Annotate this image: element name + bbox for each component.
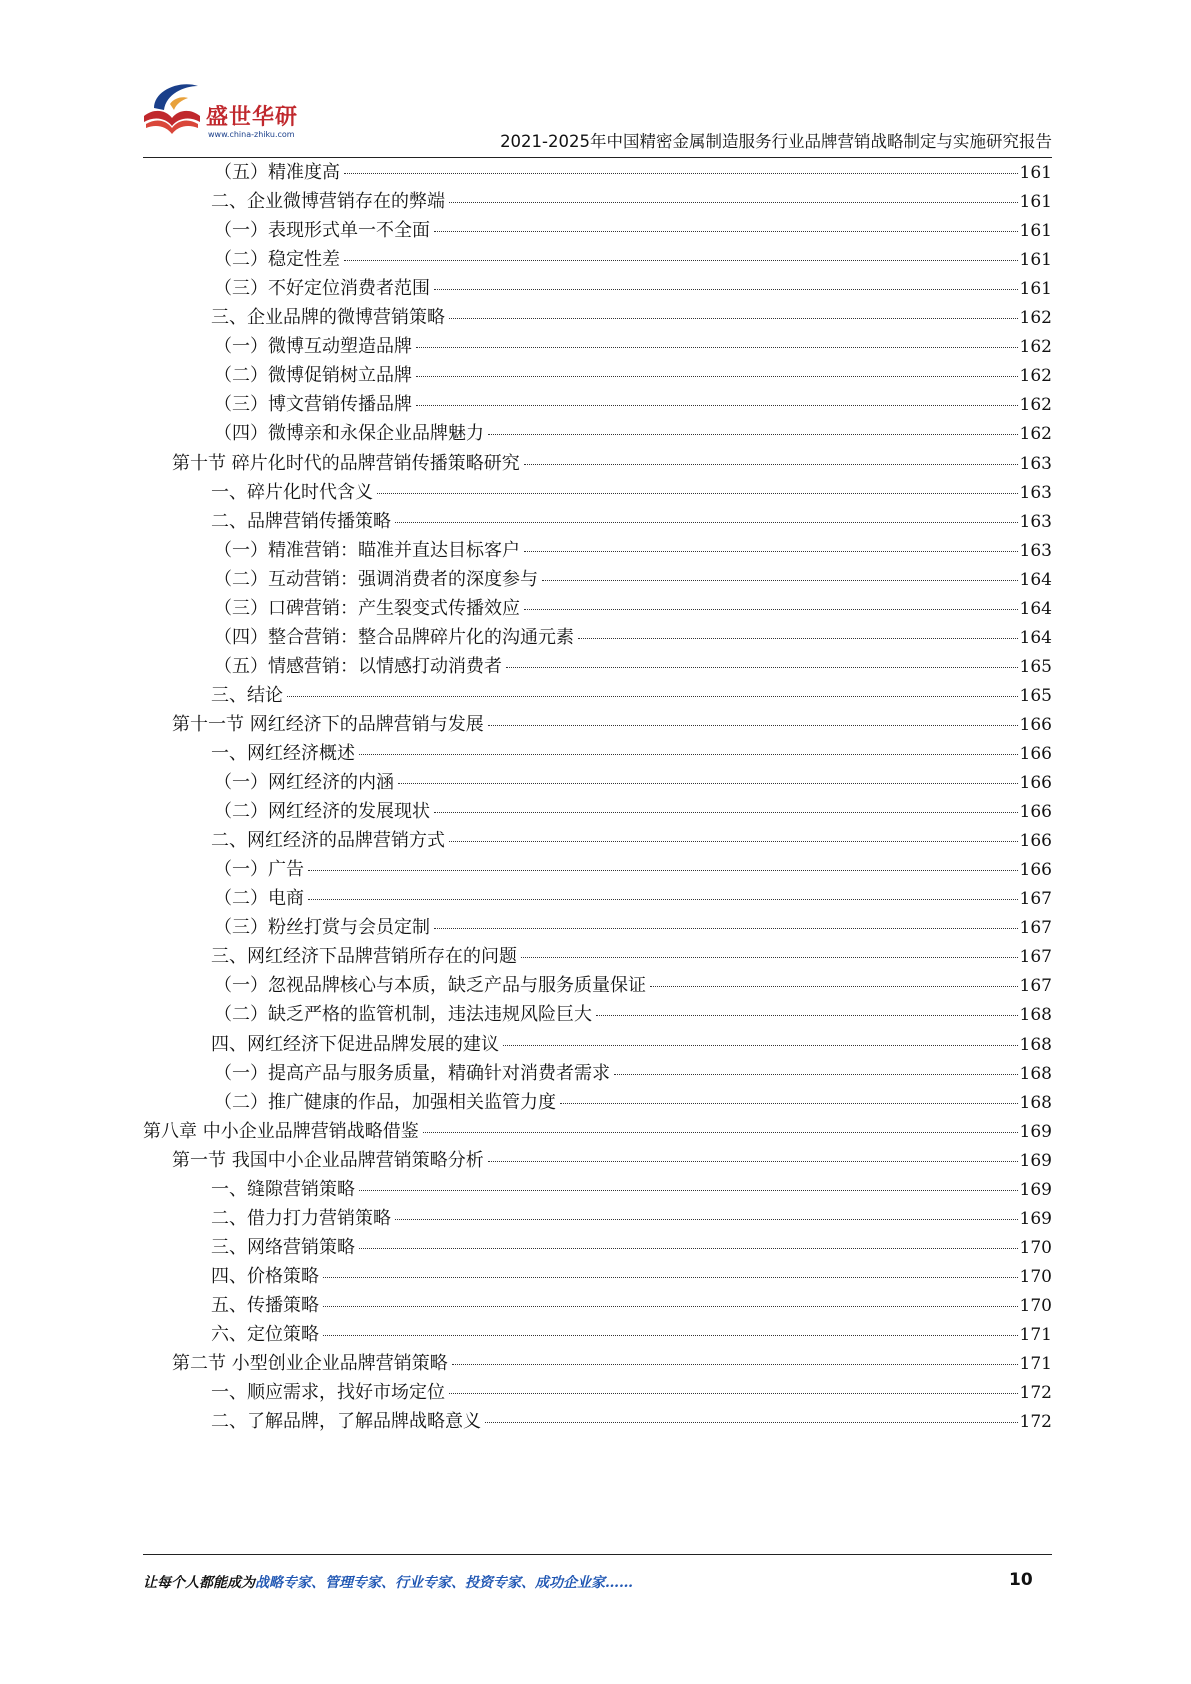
toc-entry-title: （二）网红经济的发展现状 [214,801,430,823]
toc-entry-title: 一、网红经济概述 [211,743,355,764]
toc-entry-page: 163 [1019,511,1052,532]
toc-entry-title: 一、顺应需求，找好市场定位 [211,1382,445,1404]
toc-entry[interactable] [214,360,1052,391]
toc-entry-title: （二）电商 [214,888,304,910]
toc-entry-title: （三）不好定位消费者范围 [214,278,430,300]
toc-dot-leader [423,1131,1018,1133]
toc-entry-title: 三、网红经济下品牌营销所存在的问题 [211,946,517,968]
toc-entry[interactable] [172,1348,1052,1379]
toc-entry-title: （三）博文营销传播品牌 [214,394,412,416]
toc-entry-title: 第十节 碎片化时代的品牌营销传播策略研究 [172,452,520,474]
toc-dot-leader [449,840,1018,842]
toc-dot-leader [359,753,1018,755]
toc-dot-leader [452,1363,1018,1365]
toc-entry[interactable] [214,651,1052,682]
toc-entry-title: 一、缝隙营销策略 [211,1178,355,1200]
toc-entry-title: 三、网络营销策略 [211,1236,355,1258]
toc-entry[interactable] [214,1058,1052,1089]
toc-entry[interactable] [211,1319,1052,1350]
toc-entry-page: 166 [1019,860,1052,881]
toc-entry-page: 172 [1019,1412,1052,1433]
toc-entry-page: 166 [1019,773,1052,794]
toc-dot-leader [488,1160,1018,1162]
toc-dot-leader [560,1102,1018,1104]
page-header [140,76,1052,160]
toc-entry-title: 二、品牌营销传播策略 [211,510,391,532]
toc-entry-title: （一）广告 [214,859,304,881]
toc-dot-leader [359,1247,1018,1249]
toc-entry[interactable] [211,1232,1052,1263]
toc-dot-leader [449,1392,1018,1394]
toc-entry-title: （五）情感营销：以情感打动消费者 [214,655,502,677]
toc-entry-title: 第八章 中小企业品牌营销战略借鉴 [143,1120,419,1142]
toc-entry[interactable] [214,912,1052,943]
toc-entry[interactable] [211,477,1052,508]
toc-entry-title: 二、企业微博营销存在的弊端 [211,191,445,213]
toc-entry-title: （二）缺乏严格的监管机制，违法违规风险巨大 [214,1004,592,1026]
toc-dot-leader [308,869,1018,871]
toc-entry[interactable] [214,157,1052,188]
toc-entry-page: 163 [1019,482,1052,503]
toc-entry-title: 二、借力打力营销策略 [211,1207,391,1229]
toc-entry-page: 162 [1019,424,1052,445]
toc-entry-page: 170 [1019,1266,1052,1287]
footer-slogan [143,1572,633,1592]
toc-entry[interactable] [214,854,1052,885]
toc-entry-title: （三）粉丝打赏与会员定制 [214,917,430,939]
toc-entry-title: 三、结论 [211,684,283,706]
toc-dot-leader [524,608,1018,610]
toc-entry[interactable] [211,941,1052,972]
toc-dot-leader [395,1218,1018,1220]
slogan-highlight: 战略专家、管理专家、行业专家、投资专家、成功企业家…… [255,1575,633,1591]
toc-dot-leader [308,898,1018,900]
toc-entry-title: 四、网红经济下促进品牌发展的建议 [211,1033,499,1055]
toc-entry-title: （一）提高产品与服务质量，精确针对消费者需求 [214,1062,610,1084]
toc-entry-title: （二）微博促销树立品牌 [214,365,412,387]
slogan-prefix: 让每个人都能成为 [143,1575,255,1591]
toc-entry[interactable] [214,999,1052,1030]
toc-entry[interactable] [214,389,1052,420]
toc-entry-title: （四）整合营销：整合品牌碎片化的沟通元素 [214,626,574,648]
toc-entry[interactable] [214,883,1052,914]
toc-entry-page: 168 [1019,1034,1052,1055]
toc-entry-page: 161 [1019,192,1052,213]
toc-entry-title: 五、传播策略 [211,1294,319,1316]
toc-entry-page: 167 [1019,918,1052,939]
toc-entry-page: 164 [1019,569,1052,590]
toc-entry[interactable] [214,796,1052,827]
toc-dot-leader [416,346,1018,348]
toc-entry-title: （一）精准营销：瞄准并直达目标客户 [214,539,520,561]
toc-dot-leader [524,463,1018,465]
toc-entry-page: 166 [1019,831,1052,852]
toc-dot-leader [485,1421,1018,1423]
toc-entry-title: 二、了解品牌，了解品牌战略意义 [211,1411,481,1433]
toc-entry-page: 168 [1019,1092,1052,1113]
page-number: 10 [1009,1570,1033,1590]
toc-entry[interactable] [214,593,1052,624]
toc-entry[interactable] [214,1087,1052,1118]
toc-entry-page: 169 [1019,1208,1052,1229]
toc-entry-page: 167 [1019,947,1052,968]
toc-dot-leader [287,695,1018,697]
toc-entry[interactable] [211,738,1052,769]
toc-entry-title: 三、企业品牌的微博营销策略 [211,307,445,329]
toc-entry-title: （一）忽视品牌核心与本质，缺乏产品与服务质量保证 [214,975,646,997]
toc-dot-leader [434,811,1018,813]
toc-entry-title: 第二节 小型创业企业品牌营销策略 [172,1353,448,1375]
toc-dot-leader [542,579,1018,581]
toc-dot-leader [359,1189,1018,1191]
toc-entry[interactable] [214,970,1052,1001]
toc-entry[interactable] [211,1203,1052,1234]
toc-entry-page: 169 [1019,1179,1052,1200]
toc-entry-title: （三）口碑营销：产生裂变式传播效应 [214,597,520,619]
toc-entry[interactable] [211,1290,1052,1321]
toc-entry-page: 167 [1019,889,1052,910]
toc-dot-leader [323,1334,1018,1336]
toc-entry-page: 161 [1019,279,1052,300]
toc-entry[interactable] [214,564,1052,595]
toc-entry-title: 第十一节 网红经济下的品牌营销与发展 [172,713,484,735]
toc-entry-page: 162 [1019,337,1052,358]
toc-entry-title: （一）表现形式单一不全面 [214,220,430,242]
toc-entry[interactable] [172,709,1052,740]
footer-divider [143,1554,1052,1555]
toc-dot-leader [614,1073,1018,1075]
toc-entry-page: 169 [1019,1150,1052,1171]
toc-dot-leader [398,782,1018,784]
toc-entry-title: （二）互动营销：强调消费者的深度参与 [214,568,538,590]
toc-dot-leader [434,230,1018,232]
toc-entry-page: 163 [1019,540,1052,561]
toc-dot-leader [596,1014,1018,1016]
toc-entry-page: 171 [1019,1325,1052,1345]
toc-entry-title: （五）精准度高 [214,162,340,183]
toc-entry[interactable] [214,418,1052,449]
toc-entry-page: 161 [1019,221,1052,242]
toc-entry-page: 165 [1019,656,1052,677]
toc-dot-leader [434,927,1018,929]
toc-entry-title: （四）微博亲和永保企业品牌魅力 [214,423,484,445]
toc-entry[interactable] [211,1377,1052,1408]
toc-entry[interactable] [214,767,1052,798]
toc-entry-title: （一）微博互动塑造品牌 [214,336,412,358]
company-logo [140,76,320,146]
toc-dot-leader [449,201,1018,203]
toc-entry[interactable] [172,1145,1052,1176]
toc-entry[interactable] [214,622,1052,653]
toc-entry-page: 162 [1019,395,1052,416]
document-title: 2021-2025年中国精密金属制造服务行业品牌营销战略制定与实施研究报告 [500,132,1052,151]
toc-dot-leader [578,637,1018,639]
toc-dot-leader [434,288,1018,290]
toc-entry-title: （二）推广健康的作品，加强相关监管力度 [214,1091,556,1113]
toc-entry-page: 172 [1019,1383,1052,1404]
toc-dot-leader [323,1276,1018,1278]
toc-entry-page: 162 [1019,366,1052,387]
toc-entry[interactable] [211,1029,1052,1060]
toc-entry-title: 四、价格策略 [211,1265,319,1287]
toc-dot-leader [650,985,1018,987]
toc-dot-leader [503,1044,1018,1046]
toc-entry-title: 第一节 我国中小企业品牌营销策略分析 [172,1149,484,1171]
toc-entry-page: 166 [1019,802,1052,823]
toc-dot-leader [488,433,1018,435]
toc-dot-leader [395,521,1018,523]
toc-entry[interactable] [214,331,1052,362]
toc-entry-page: 168 [1019,1005,1052,1026]
toc-entry-title: （二）稳定性差 [214,249,340,271]
toc-entry-page: 171 [1019,1354,1052,1375]
toc-dot-leader [344,172,1018,174]
toc-entry-title: （一）网红经济的内涵 [214,772,394,794]
toc-dot-leader [521,956,1018,958]
toc-entry[interactable] [211,302,1052,333]
toc-dot-leader [323,1305,1018,1307]
toc-entry[interactable] [143,1116,1052,1147]
toc-entry-title: 二、网红经济的品牌营销方式 [211,830,445,852]
toc-entry-page: 165 [1019,685,1052,706]
toc-dot-leader [488,724,1018,726]
toc-entry[interactable] [214,215,1052,246]
toc-entry-page: 164 [1019,627,1052,648]
toc-entry[interactable] [211,1174,1052,1205]
toc-entry-title: 一、碎片化时代含义 [211,481,373,503]
toc-entry[interactable] [211,506,1052,537]
toc-entry[interactable] [211,825,1052,856]
toc-entry-page: 164 [1019,598,1052,619]
toc-dot-leader [377,492,1018,494]
toc-dot-leader [344,259,1018,261]
toc-dot-leader [524,550,1018,552]
toc-entry-page: 161 [1019,250,1052,271]
toc-dot-leader [416,375,1018,377]
toc-entry-title: 六、定位策略 [211,1324,319,1345]
toc-entry[interactable] [214,535,1052,566]
toc-entry-page: 161 [1019,163,1052,183]
toc-entry[interactable] [211,1406,1052,1437]
toc-entry-page: 170 [1019,1295,1052,1316]
logo-url: www.china-zhiku.com [208,130,295,139]
toc-entry-page: 166 [1019,744,1052,764]
toc-entry-page: 168 [1019,1063,1052,1084]
toc-entry[interactable] [214,244,1052,275]
toc-dot-leader [449,317,1018,319]
logo-book-icon [140,78,204,140]
toc-dot-leader [416,404,1018,406]
toc-entry-page: 162 [1019,308,1052,329]
toc-entry-page: 167 [1019,976,1052,997]
toc-entry[interactable] [214,273,1052,304]
toc-entry-page: 170 [1019,1237,1052,1258]
logo-name: 盛世华研 [206,105,299,130]
toc-entry[interactable] [211,1261,1052,1292]
toc-entry-page: 166 [1019,714,1052,735]
toc-entry[interactable] [211,680,1052,711]
toc-dot-leader [506,666,1018,668]
toc-entry-page: 169 [1019,1121,1052,1142]
toc-entry-page: 163 [1019,453,1052,474]
toc-entry[interactable] [172,448,1052,479]
toc-entry[interactable] [211,186,1052,217]
